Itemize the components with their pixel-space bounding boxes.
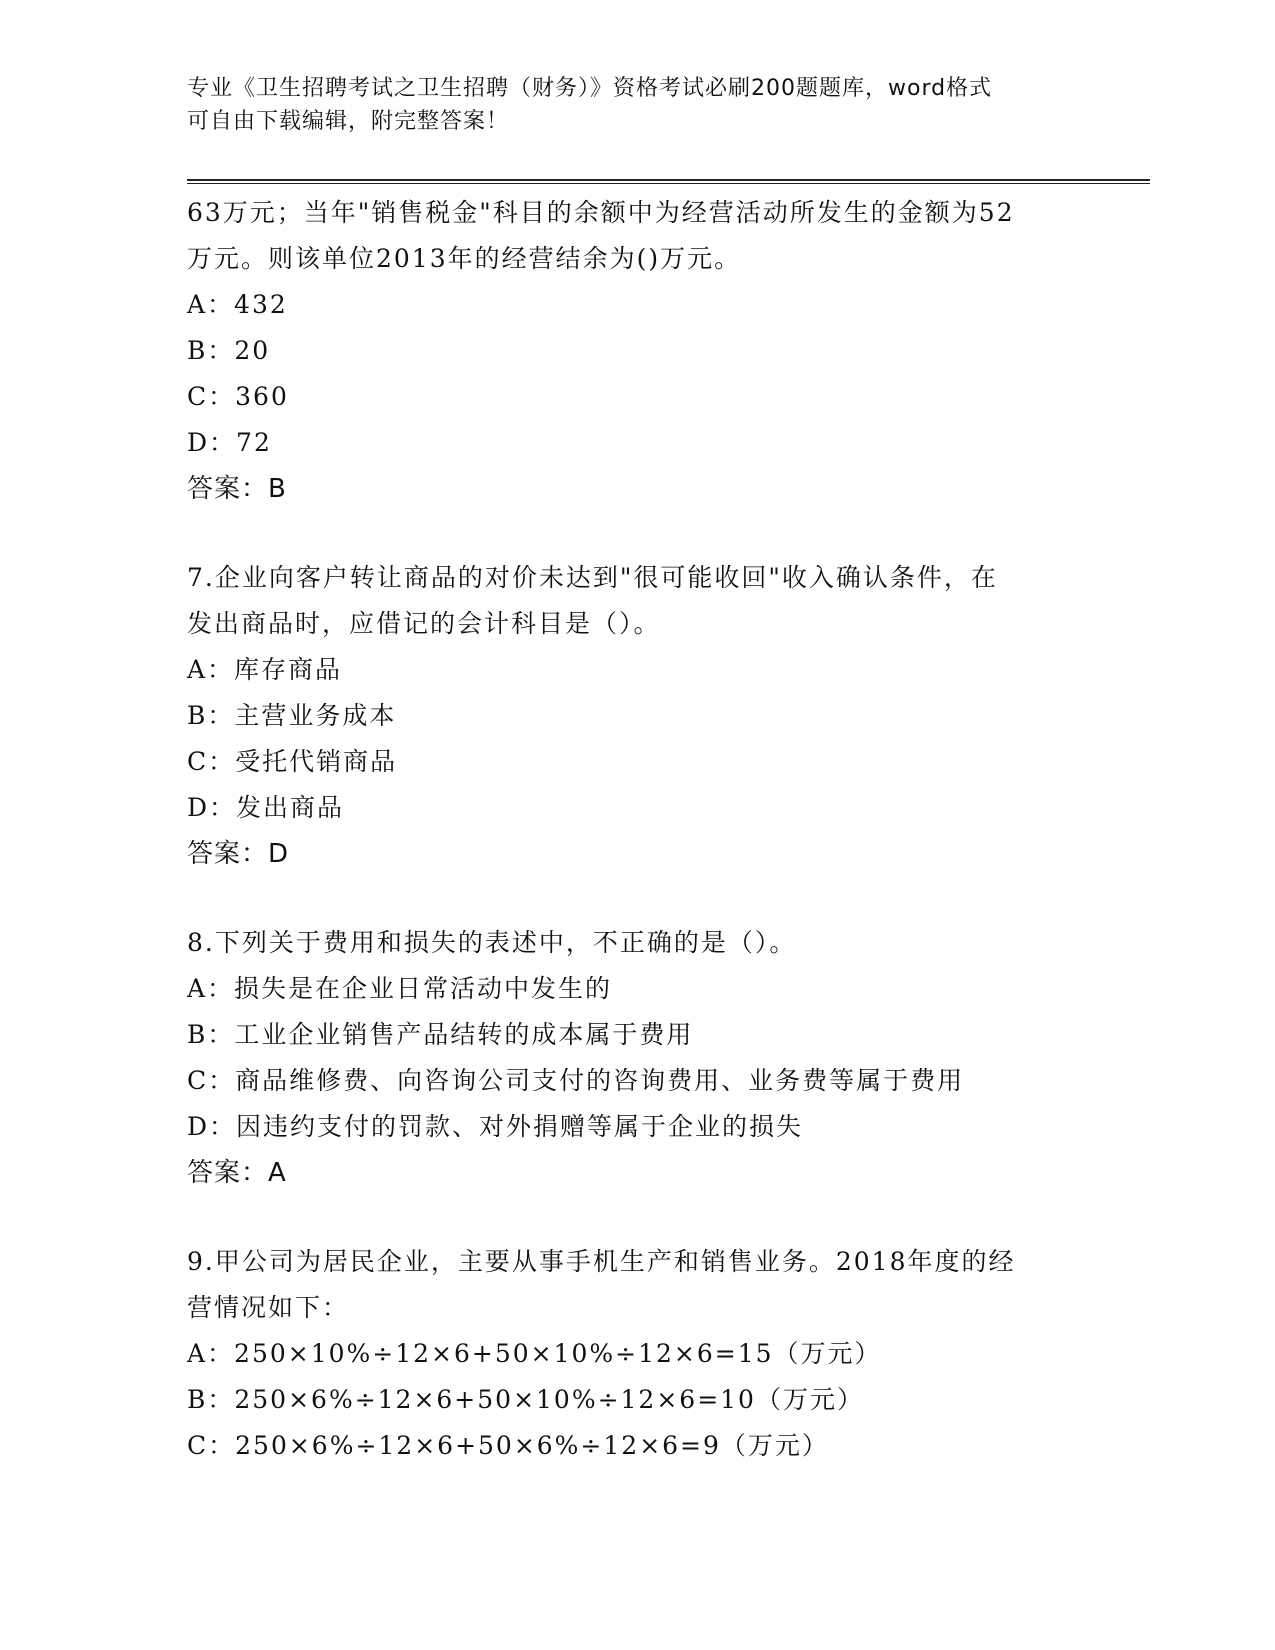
option-d: D：发出商品 (187, 793, 345, 822)
question-stem: 63万元；当年"销售税金"科目的余额中为经营活动所发生的金额为52 (187, 198, 1015, 227)
question-spacer (187, 877, 1087, 920)
option-a: A：432 (187, 290, 288, 319)
question-7 (187, 555, 1087, 877)
option-b: B：工业企业销售产品结转的成本属于费用 (187, 1020, 694, 1049)
option-b: B：主营业务成本 (187, 701, 397, 730)
question-list (187, 190, 1087, 1469)
header-rule-thick (187, 179, 1150, 181)
question-stem: 万元。则该单位2013年的经营结余为()万元。 (187, 244, 742, 273)
header-rule-thin (187, 183, 1150, 184)
question-spacer (187, 512, 1087, 555)
question-9 (187, 1239, 1087, 1469)
answer: 答案：B (187, 474, 287, 504)
question-6 (187, 190, 1087, 512)
document-header (187, 72, 1067, 138)
question-stem: 8.下列关于费用和损失的表述中，不正确的是（）。 (187, 928, 797, 957)
option-d: D：72 (187, 428, 272, 457)
question-stem: 发出商品时，应借记的会计科目是（）。 (187, 609, 661, 638)
question-8 (187, 920, 1087, 1196)
option-a: A：库存商品 (187, 655, 343, 684)
question-stem: 营情况如下： (187, 1293, 350, 1322)
option-a: A：损失是在企业日常活动中发生的 (187, 974, 613, 1003)
question-stem: 9.甲公司为居民企业，主要从事手机生产和销售业务。2018年度的经 (187, 1247, 1016, 1276)
option-c: C：250×6%÷12×6+50×6%÷12×6=9（万元） (187, 1431, 829, 1460)
answer: 答案：A (187, 1158, 287, 1188)
option-c: C：商品维修费、向咨询公司支付的咨询费用、业务费等属于费用 (187, 1066, 965, 1095)
option-c: C：受托代销商品 (187, 747, 398, 776)
option-c: C：360 (187, 382, 289, 411)
question-stem: 7.企业向客户转让商品的对价未达到"很可能收回"收入确认条件，在 (187, 563, 998, 592)
header-line-2: 可自由下载编辑，附完整答案！ (187, 109, 510, 134)
option-b: B：20 (187, 336, 271, 365)
header-line-1: 专业《卫生招聘考试之卫生招聘（财务）》资格考试必刷200题题库，word格式 (187, 76, 993, 101)
question-spacer (187, 1196, 1087, 1239)
answer: 答案：D (187, 839, 290, 869)
option-d: D：因违约支付的罚款、对外捐赠等属于企业的损失 (187, 1112, 804, 1141)
option-b: B：250×6%÷12×6+50×10%÷12×6=10（万元） (187, 1385, 864, 1414)
option-a: A：250×10%÷12×6+50×10%÷12×6=15（万元） (187, 1339, 882, 1368)
